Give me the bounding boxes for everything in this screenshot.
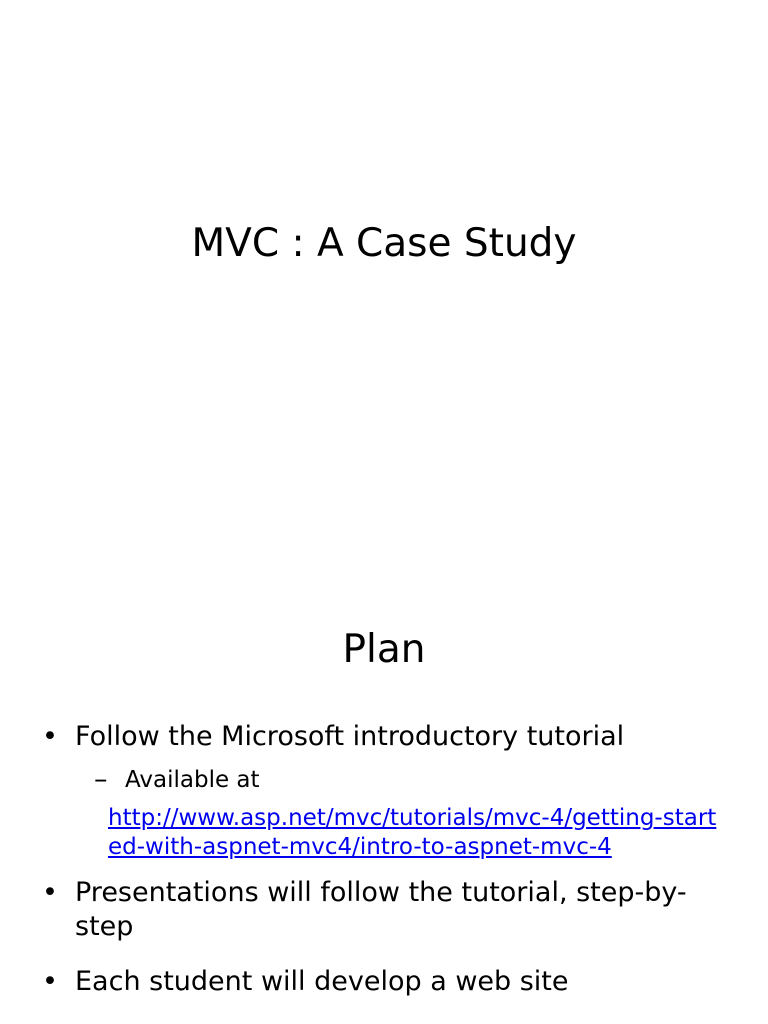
tutorial-link[interactable]: http://www.asp.net/mvc/tutorials/mvc-4/getting-started-with-aspnet-mvc4/intro-to-aspnet-mvc-4: [108, 805, 717, 860]
bullet-marker: •: [42, 721, 58, 752]
bullet-marker: •: [42, 966, 58, 997]
bullet-item-web-site: [42, 965, 722, 999]
slide-1-title: MVC : A Case Study: [191, 221, 577, 266]
bullet-item-presentations: [42, 876, 722, 944]
sub-bullet-marker: –: [94, 764, 108, 795]
bullet-text: Each student will develop a web site: [75, 966, 569, 997]
sub-bullet-available-at: [94, 764, 260, 795]
bullet-text: Presentations will follow the tutorial, step-by-step: [75, 877, 687, 942]
bullet-text: Follow the Microsoft introductory tutorial: [75, 721, 625, 752]
bullet-marker: •: [42, 877, 58, 908]
bullet-item-follow-tutorial: [42, 720, 722, 754]
sub-bullet-text: Available at: [125, 767, 260, 793]
slide-2: [0, 576, 768, 1024]
slide-2-title: Plan: [342, 627, 426, 672]
